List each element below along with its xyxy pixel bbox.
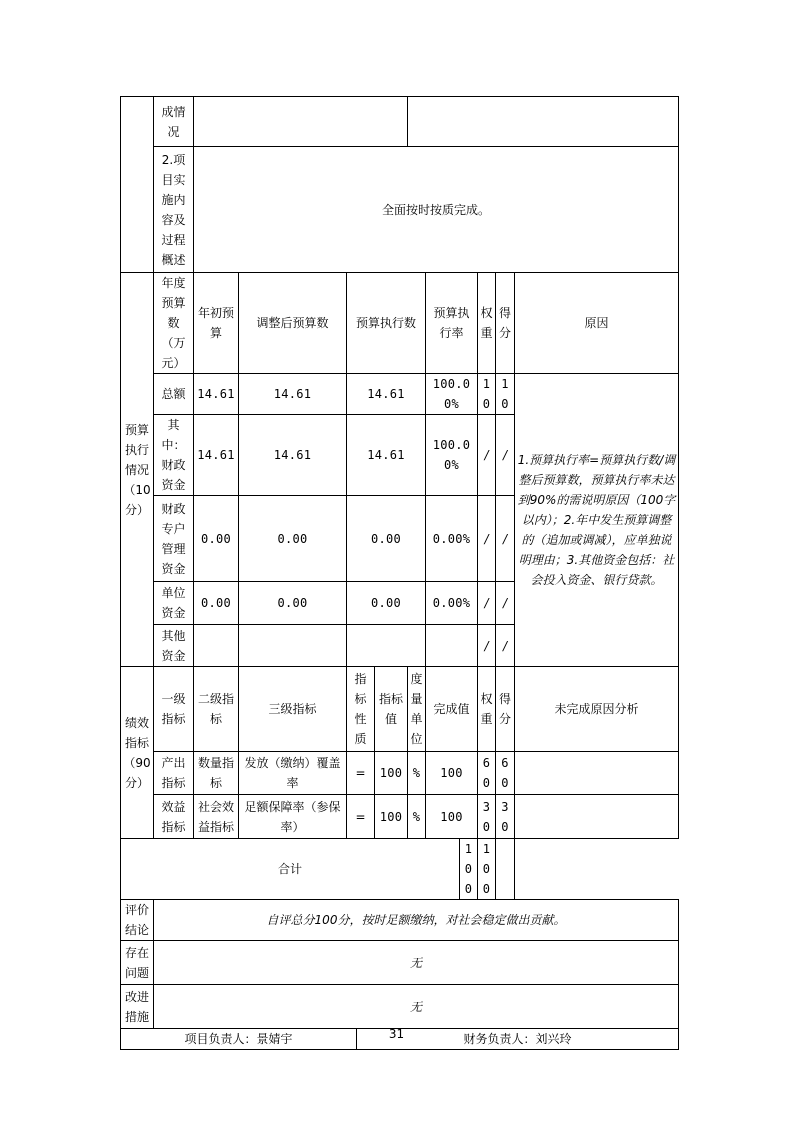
perf-done: 100	[426, 795, 478, 839]
budget-executed: 14.61	[347, 374, 426, 415]
budget-executed: 0.00	[347, 496, 426, 582]
problems-row	[121, 941, 679, 985]
perf-score: 60	[496, 752, 515, 795]
perf-header-done: 完成值	[426, 667, 478, 752]
budget-rate	[426, 625, 478, 667]
budget-header-score: 得分	[496, 273, 515, 374]
perf-done: 100	[426, 752, 478, 795]
budget-weight: /	[478, 415, 496, 496]
project-leader: 项目负责人：景婧宇	[121, 1029, 357, 1050]
perf-level3: 发放（缴纳）覆盖率	[239, 752, 347, 795]
perf-nature: =	[347, 795, 375, 839]
budget-row-name: 其中：财政资金	[154, 415, 194, 496]
implementation-row	[121, 147, 679, 273]
implementation-value: 全面按时按质完成。	[194, 147, 679, 273]
budget-score: /	[496, 415, 515, 496]
measures-label: 改进措施	[121, 985, 154, 1029]
perf-analysis	[515, 795, 679, 839]
budget-header-weight: 权重	[478, 273, 496, 374]
measures-row	[121, 985, 679, 1029]
budget-weight: /	[478, 625, 496, 667]
budget-row-name: 总额	[154, 374, 194, 415]
perf-header-value: 指标值	[375, 667, 408, 752]
budget-score: /	[496, 582, 515, 625]
total-analysis	[496, 839, 515, 900]
budget-executed	[347, 625, 426, 667]
perf-header-analysis: 未完成原因分析	[515, 667, 679, 752]
implementation-label: 2.项目实施内容及过程概述	[154, 147, 194, 273]
budget-initial	[194, 625, 239, 667]
evaluation-value: 自评总分100分，按时足额缴纳，对社会稳定做出贡献。	[154, 900, 679, 941]
budget-adjusted: 14.61	[239, 374, 347, 415]
completion-section-cell	[121, 97, 154, 273]
problems-value: 无	[154, 941, 679, 985]
perf-unit: %	[408, 795, 426, 839]
page-number: 31	[388, 1027, 405, 1041]
budget-header-reason: 原因	[515, 273, 679, 374]
evaluation-label: 评价结论	[121, 900, 154, 941]
finance-leader: 财务负责人：刘兴玲	[357, 1029, 679, 1050]
evaluation-row	[121, 900, 679, 941]
budget-initial: 14.61	[194, 415, 239, 496]
perf-header-level3: 三级指标	[239, 667, 347, 752]
budget-header-rate: 预算执行率	[426, 273, 478, 374]
perf-level3: 足额保障率（参保率）	[239, 795, 347, 839]
completion-label: 成情况	[154, 97, 194, 147]
budget-weight: /	[478, 582, 496, 625]
perf-header-weight: 权重	[478, 667, 496, 752]
perf-value: 100	[375, 752, 408, 795]
completion-cell-b	[408, 97, 679, 147]
perf-level2: 社会效益指标	[194, 795, 239, 839]
budget-adjusted: 14.61	[239, 415, 347, 496]
perf-analysis	[515, 752, 679, 795]
budget-executed: 0.00	[347, 582, 426, 625]
budget-row-name: 单位资金	[154, 582, 194, 625]
budget-initial: 0.00	[194, 496, 239, 582]
budget-header-adjusted: 调整后预算数	[239, 273, 347, 374]
budget-weight: 10	[478, 374, 496, 415]
budget-row-name: 其他资金	[154, 625, 194, 667]
total-label: 合计	[121, 839, 460, 900]
problems-label: 存在问题	[121, 941, 154, 985]
total-weight: 100	[460, 839, 478, 900]
perf-level1: 产出指标	[154, 752, 194, 795]
budget-score: /	[496, 496, 515, 582]
budget-row-total	[121, 374, 679, 415]
budget-rate: 100.00%	[426, 415, 478, 496]
budget-row-name: 财政专户管理资金	[154, 496, 194, 582]
performance-section-label: 绩效指标（90分）	[121, 667, 154, 839]
perf-header-level2: 二级指标	[194, 667, 239, 752]
budget-score: /	[496, 625, 515, 667]
performance-header-row	[121, 667, 679, 752]
perf-row-output	[121, 752, 679, 795]
perf-row-benefit	[121, 795, 679, 839]
budget-header-executed: 预算执行数	[347, 273, 426, 374]
perf-header-nature: 指标性质	[347, 667, 375, 752]
budget-reason-note: 1.预算执行率=预算执行数/调整后预算数，预算执行率未达到90%的需说明原因（100字以内）；2.年中发生预算调整的（追加或调减），应单独说明理由；3.其他资金包括：社会投入资金、银行贷款。	[515, 374, 679, 667]
perf-nature: =	[347, 752, 375, 795]
perf-header-level1: 一级指标	[154, 667, 194, 752]
total-row	[121, 839, 679, 900]
budget-header-row	[121, 273, 679, 374]
budget-weight: /	[478, 496, 496, 582]
perf-weight: 30	[478, 795, 496, 839]
budget-score: 10	[496, 374, 515, 415]
perf-level2: 数量指标	[194, 752, 239, 795]
perf-header-unit: 度量单位	[408, 667, 426, 752]
budget-rate: 100.00%	[426, 374, 478, 415]
completion-cell-a	[194, 97, 408, 147]
completion-row	[121, 97, 679, 147]
budget-initial: 14.61	[194, 374, 239, 415]
perf-level1: 效益指标	[154, 795, 194, 839]
total-score: 100	[478, 839, 496, 900]
budget-rate: 0.00%	[426, 582, 478, 625]
budget-adjusted	[239, 625, 347, 667]
budget-adjusted: 0.00	[239, 582, 347, 625]
perf-value: 100	[375, 795, 408, 839]
perf-score: 30	[496, 795, 515, 839]
budget-header-annual: 年度预算数（万元）	[154, 273, 194, 374]
perf-header-score: 得分	[496, 667, 515, 752]
budget-rate: 0.00%	[426, 496, 478, 582]
budget-initial: 0.00	[194, 582, 239, 625]
perf-weight: 60	[478, 752, 496, 795]
budget-section-label: 预算执行情况（10分）	[121, 273, 154, 667]
performance-evaluation-table	[120, 96, 679, 1050]
budget-header-initial: 年初预算	[194, 273, 239, 374]
budget-executed: 14.61	[347, 415, 426, 496]
budget-adjusted: 0.00	[239, 496, 347, 582]
perf-unit: %	[408, 752, 426, 795]
measures-value: 无	[154, 985, 679, 1029]
